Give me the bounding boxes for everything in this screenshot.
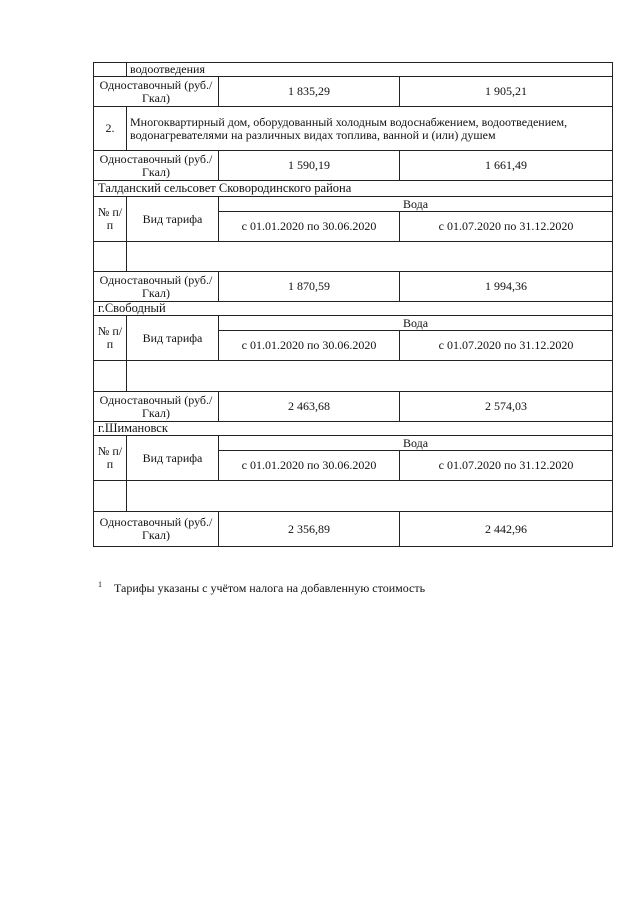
table-row bbox=[94, 63, 613, 77]
tariff-value: 2 442,96 bbox=[400, 512, 613, 547]
tariff-value: 2 356,89 bbox=[219, 512, 400, 547]
cell-text: водоотведения bbox=[127, 63, 613, 77]
footnote bbox=[98, 580, 425, 596]
tariff-value: 1 870,59 bbox=[219, 272, 400, 302]
empty-row bbox=[94, 481, 613, 512]
table-header-row bbox=[94, 316, 613, 331]
number-header: № п/п bbox=[94, 197, 127, 242]
group-header: Вода bbox=[219, 436, 613, 451]
table-row bbox=[94, 77, 613, 107]
table-row bbox=[94, 107, 613, 151]
type-header: Вид тарифа bbox=[127, 316, 219, 361]
tariff-label: Одноставочный (руб./Гкал) bbox=[94, 77, 219, 107]
section-title-row bbox=[94, 422, 613, 436]
empty-row bbox=[94, 242, 613, 272]
tariff-value: 1 835,29 bbox=[219, 77, 400, 107]
tariff-value: 2 574,03 bbox=[400, 392, 613, 422]
table-header-row bbox=[94, 197, 613, 212]
empty-row bbox=[94, 361, 613, 392]
tariff-label: Одноставочный (руб./Гкал) bbox=[94, 512, 219, 547]
footnote-text: Тарифы указаны с учётом налога на добавленную стоимость bbox=[114, 581, 426, 595]
item-number: 2. bbox=[94, 107, 127, 151]
group-header: Вода bbox=[219, 316, 613, 331]
type-header: Вид тарифа bbox=[127, 436, 219, 481]
tariff-value: 1 661,49 bbox=[400, 151, 613, 181]
tariff-value: 2 463,68 bbox=[219, 392, 400, 422]
tariff-label: Одноставочный (руб./Гкал) bbox=[94, 151, 219, 181]
section-title: г.Шимановск bbox=[94, 422, 613, 436]
section-title: г.Свободный bbox=[94, 302, 613, 316]
period-header: с 01.07.2020 по 31.12.2020 bbox=[400, 212, 613, 242]
period-header: с 01.07.2020 по 31.12.2020 bbox=[400, 451, 613, 481]
section-title-row bbox=[94, 302, 613, 316]
section-title: Талданский сельсовет Сковородинского района bbox=[94, 181, 613, 197]
period-header: с 01.01.2020 по 30.06.2020 bbox=[219, 212, 400, 242]
period-header: с 01.07.2020 по 31.12.2020 bbox=[400, 331, 613, 361]
number-header: № п/п bbox=[94, 316, 127, 361]
tariff-table bbox=[93, 62, 613, 547]
section-title-row bbox=[94, 181, 613, 197]
period-header: с 01.01.2020 по 30.06.2020 bbox=[219, 331, 400, 361]
tariff-value: 1 590,19 bbox=[219, 151, 400, 181]
tariff-value: 1 994,36 bbox=[400, 272, 613, 302]
tariff-label: Одноставочный (руб./Гкал) bbox=[94, 392, 219, 422]
table-row bbox=[94, 392, 613, 422]
tariff-label: Одноставочный (руб./Гкал) bbox=[94, 272, 219, 302]
table-header-row bbox=[94, 436, 613, 451]
footnote-mark: 1 bbox=[98, 580, 102, 589]
group-header: Вода bbox=[219, 197, 613, 212]
period-header: с 01.01.2020 по 30.06.2020 bbox=[219, 451, 400, 481]
tariff-value: 1 905,21 bbox=[400, 77, 613, 107]
item-description: Многоквартирный дом, оборудованный холодным водоснабжением, водоотведением, водонагревателями на различных видах топлива, ванной и (или) душем bbox=[127, 107, 613, 151]
number-header: № п/п bbox=[94, 436, 127, 481]
table-row bbox=[94, 151, 613, 181]
table-row bbox=[94, 512, 613, 547]
type-header: Вид тарифа bbox=[127, 197, 219, 242]
table-row bbox=[94, 272, 613, 302]
